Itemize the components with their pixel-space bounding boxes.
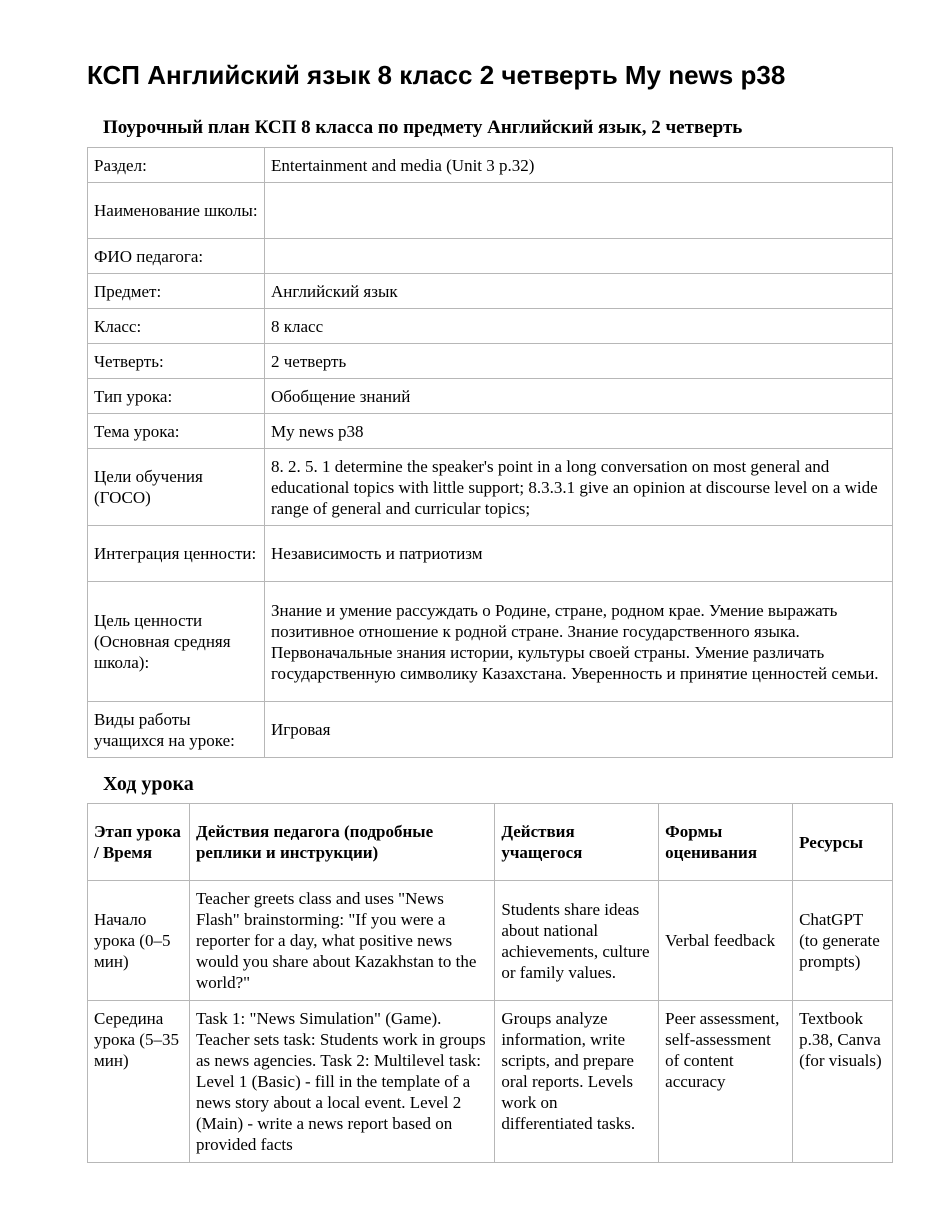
header-student-actions: Действия учащегося (495, 804, 659, 881)
page-title: КСП Английский язык 8 класс 2 четверть My news p38 (87, 60, 786, 90)
stage-cell: Начало урока (0–5 мин) (88, 881, 190, 1001)
info-value: My news p38 (265, 414, 893, 449)
info-label: Наименование школы: (88, 183, 265, 239)
lesson-progress-title: Ход урока (103, 773, 194, 795)
student-actions-cell: Groups analyze information, write scripts, and prepare oral reports. Levels work on differentiated tasks. (495, 1001, 659, 1163)
info-label: Тип урока: (88, 379, 265, 414)
info-label: ФИО педагога: (88, 239, 265, 274)
plan-subtitle: Поурочный план КСП 8 класса по предмету Английский язык, 2 четверть (103, 117, 743, 138)
info-label: Интеграция ценности: (88, 526, 265, 582)
info-value: Игровая (265, 702, 893, 758)
header-resources: Ресурсы (793, 804, 893, 881)
info-value: Английский язык (265, 274, 893, 309)
info-row-topic (88, 414, 893, 449)
info-value: 8 класс (265, 309, 893, 344)
info-label: Четверть: (88, 344, 265, 379)
info-value: Независимость и патриотизм (265, 526, 893, 582)
info-row-objectives (88, 449, 893, 526)
stage-cell: Середина урока (5–35 мин) (88, 1001, 190, 1163)
header-assessment: Формы оценивания (659, 804, 793, 881)
info-label: Класс: (88, 309, 265, 344)
info-label: Виды работы учащихся на уроке: (88, 702, 265, 758)
info-row-lesson-type (88, 379, 893, 414)
info-row-value-goal (88, 582, 893, 702)
teacher-actions-cell: Task 1: "News Simulation" (Game). Teacher sets task: Students work in groups as news agencies. Task 2: Multilevel task: Level 1 (Basic) - fill in the template of a news story about a local event. Level 2 (Main) - write a news report based on provided facts (189, 1001, 494, 1163)
info-row-work-types (88, 702, 893, 758)
info-value: Знание и умение рассуждать о Родине, стране, родном крае. Умение выражать позитивное отношение к родной стране. Знание государственного языка. Первоначальные знания истории, культуры своей страны. Умение различать государственную символику Казахстана. Уверенность и принятие ценностей семьи. (265, 582, 893, 702)
info-row-value-integration (88, 526, 893, 582)
lesson-row-middle (88, 1001, 893, 1163)
info-row-subject (88, 274, 893, 309)
info-value: Entertainment and media (Unit 3 p.32) (265, 148, 893, 183)
assessment-cell: Verbal feedback (659, 881, 793, 1001)
header-teacher-actions: Действия педагога (подробные реплики и инструкции) (189, 804, 494, 881)
lesson-row-start (88, 881, 893, 1001)
resources-cell: ChatGPT (to generate prompts) (793, 881, 893, 1001)
info-value: Обобщение знаний (265, 379, 893, 414)
info-value (265, 183, 893, 239)
info-label: Цель ценности (Основная средняя школа): (88, 582, 265, 702)
lesson-info-table (87, 147, 893, 758)
info-row-school (88, 183, 893, 239)
info-label: Тема урока: (88, 414, 265, 449)
info-value: 2 четверть (265, 344, 893, 379)
assessment-cell: Peer assessment, self-assessment of content accuracy (659, 1001, 793, 1163)
lesson-header-row (88, 804, 893, 881)
info-label: Предмет: (88, 274, 265, 309)
teacher-actions-cell: Teacher greets class and uses "News Flash" brainstorming: "If you were a reporter for a day, what positive news would you share about Kazakhstan to the world?" (189, 881, 494, 1001)
info-row-grade (88, 309, 893, 344)
info-row-quarter (88, 344, 893, 379)
resources-cell: Textbook p.38, Canva (for visuals) (793, 1001, 893, 1163)
info-label: Цели обучения (ГОСО) (88, 449, 265, 526)
header-stage: Этап урока / Время (88, 804, 190, 881)
info-value: 8. 2. 5. 1 determine the speaker's point in a long conversation on most general and educational topics with little support; 8.3.3.1 give an opinion at discourse level on a wide range of general and curricular topics; (265, 449, 893, 526)
info-value (265, 239, 893, 274)
lesson-progress-table (87, 803, 893, 1163)
student-actions-cell: Students share ideas about national achievements, culture or family values. (495, 881, 659, 1001)
info-row-section (88, 148, 893, 183)
info-row-teacher (88, 239, 893, 274)
info-label: Раздел: (88, 148, 265, 183)
